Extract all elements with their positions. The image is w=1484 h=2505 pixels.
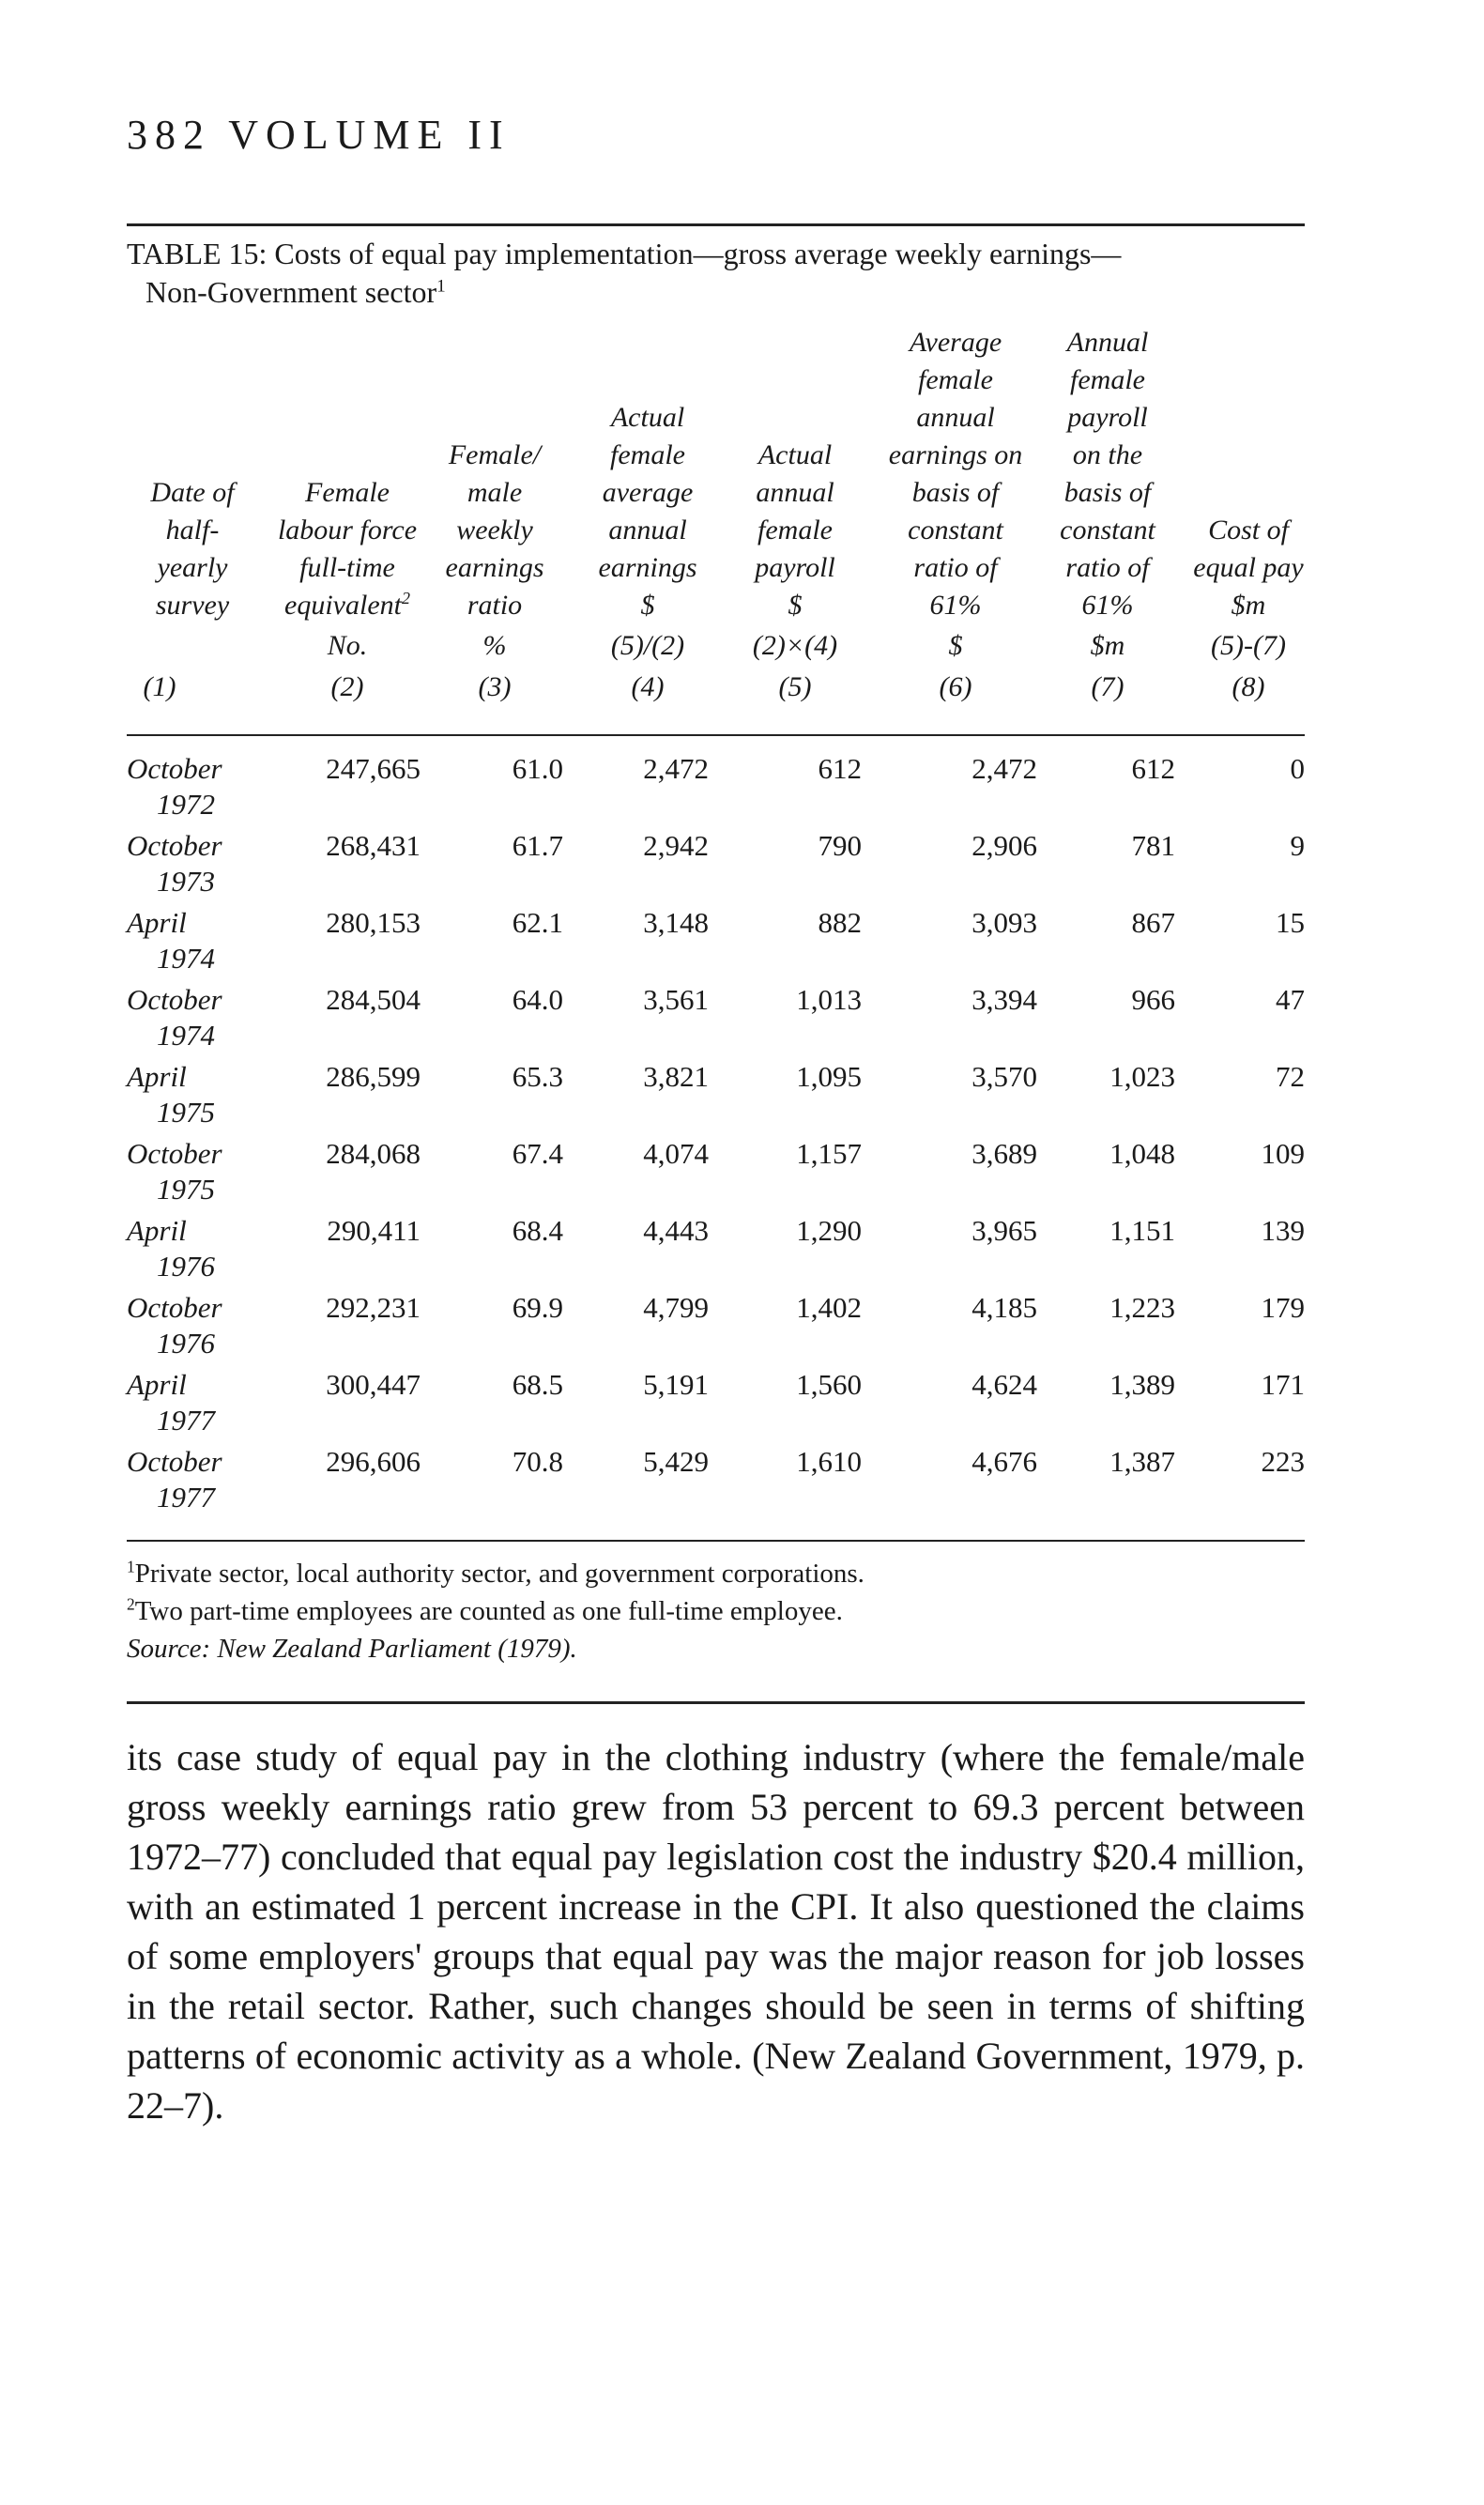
column-unit-5: (2)×(4): [752, 630, 838, 661]
cell-c8: 223: [1261, 1445, 1305, 1478]
cell-c3: 64.0: [512, 983, 563, 1016]
survey-year: 1976: [157, 1327, 215, 1360]
column-header-line: $: [788, 590, 803, 621]
column-header-line: equivalent$^2$: [284, 589, 410, 621]
body-paragraph: its case study of equal pay in the clothing industry (where the female/male gross weekly earnings ratio grew from 53 percent to 69.3 percent between 1972–77) concluded that equal pay legislation cost the industry $20.4 million, with an estimated 1 percent increase in the CPI. It also questioned the claims of some employers' groups that equal pay was the major reason for job losses in the retail sector. Rather, such changes should be seen in terms of shifting patterns of economic activity as a whole. (New Zealand Government, 1979, p. 22–7).: [127, 1736, 1305, 2127]
cell-c8: 0: [1290, 752, 1305, 785]
column-header-line: female: [1070, 364, 1145, 395]
column-header-line: on the: [1072, 439, 1143, 470]
cell-c5: 1,560: [796, 1368, 862, 1401]
cell-c2: 300,447: [326, 1368, 421, 1401]
cell-c2: 268,431: [326, 829, 421, 862]
column-header-line: female: [757, 515, 833, 546]
column-header-line: earnings on: [888, 439, 1023, 470]
caption-footnote-mark: 1: [436, 276, 446, 297]
table-row: [127, 1290, 1305, 1367]
column-header-line: ratio: [467, 590, 523, 621]
table-source: Source: New Zealand Parliament (1979).: [127, 1634, 577, 1664]
survey-date: [127, 751, 222, 822]
column-header-line: annual: [756, 477, 834, 508]
column-header-line: Female/: [448, 439, 542, 470]
cell-c4: 4,074: [643, 1137, 709, 1170]
cell-c8: 72: [1276, 1060, 1305, 1093]
survey-month: April: [127, 1368, 187, 1401]
column-header-line: earnings: [598, 552, 697, 583]
survey-month: October: [127, 1137, 222, 1170]
footnote-2: $^2$Two part-time employees are counted as one full-time employee.: [127, 1594, 843, 1626]
column-header-line: average: [602, 477, 694, 508]
column-header-3: [405, 437, 584, 624]
column-number-4: (4): [631, 671, 665, 702]
cell-c3: 68.4: [512, 1214, 563, 1247]
survey-date: [127, 982, 222, 1053]
cell-c4: 3,148: [643, 906, 709, 939]
cell-c3: 67.4: [512, 1137, 563, 1170]
column-header-line: female: [918, 364, 993, 395]
column-header-line: basis of: [1063, 477, 1152, 508]
cell-c7: 867: [1131, 906, 1175, 939]
column-header-line: basis of: [911, 477, 1000, 508]
column-header-8: [1159, 512, 1338, 624]
cell-c7: 612: [1131, 752, 1175, 785]
cell-c7: 781: [1131, 829, 1175, 862]
survey-date: [127, 1367, 215, 1438]
cell-c4: 5,429: [643, 1445, 709, 1478]
cell-c6: 3,689: [971, 1137, 1037, 1170]
cell-c6: 4,624: [971, 1368, 1037, 1401]
column-unit-4: (5)/(2): [610, 630, 685, 661]
table-caption: [127, 235, 1305, 312]
survey-year: 1975: [157, 1173, 215, 1206]
cell-c7: 1,151: [1109, 1214, 1175, 1247]
column-header-line: Actual: [757, 439, 833, 470]
survey-month: October: [127, 1291, 222, 1324]
table-row: [127, 1367, 1305, 1444]
cell-c5: 1,290: [796, 1214, 862, 1247]
notes-bottom-rule: [127, 1701, 1305, 1704]
cell-c6: 4,185: [971, 1291, 1037, 1324]
cell-c3: 61.0: [512, 752, 563, 785]
cell-c5: 1,402: [796, 1291, 862, 1324]
column-number-7: (7): [1091, 671, 1124, 702]
table-row: [127, 905, 1305, 982]
column-header-line: equal pay: [1193, 552, 1304, 583]
column-header-line: 61%: [929, 590, 982, 621]
survey-year: 1976: [157, 1250, 215, 1283]
column-number-8: (8): [1232, 671, 1265, 702]
cell-c8: 15: [1276, 906, 1305, 939]
column-header-line: ratio of: [913, 552, 998, 583]
table-bottom-rule: [127, 1540, 1305, 1542]
column-header-line: weekly: [456, 515, 533, 546]
cell-c4: 4,799: [643, 1291, 709, 1324]
survey-date: [127, 1444, 222, 1515]
survey-year: 1973: [157, 865, 215, 898]
column-header-line: constant: [908, 515, 1003, 546]
table-row: [127, 1136, 1305, 1213]
survey-month: April: [127, 906, 187, 939]
cell-c5: 1,157: [796, 1137, 862, 1170]
caption-line-2: Non-Government sector: [145, 275, 437, 309]
column-header-1: [127, 474, 258, 624]
cell-c4: 3,821: [643, 1060, 709, 1093]
cell-c2: 247,665: [326, 752, 421, 785]
cell-c7: 1,387: [1109, 1445, 1175, 1478]
column-unit-2: No.: [327, 630, 368, 661]
cell-c3: 61.7: [512, 829, 563, 862]
survey-month: October: [127, 983, 222, 1016]
cell-c2: 296,606: [326, 1445, 421, 1478]
column-header-line: earnings: [445, 552, 544, 583]
column-header-line: yearly: [157, 552, 228, 583]
cell-c7: 1,389: [1109, 1368, 1175, 1401]
cell-c5: 1,013: [796, 983, 862, 1016]
column-header-line: constant: [1060, 515, 1155, 546]
cell-c7: 1,023: [1109, 1060, 1175, 1093]
table-row: [127, 828, 1305, 905]
column-unit-7: $m: [1090, 630, 1125, 661]
column-header-line: half-: [165, 515, 220, 546]
cell-c2: 290,411: [327, 1214, 421, 1247]
column-unit-8: (5)-(7): [1211, 630, 1286, 661]
column-number-5: (5): [778, 671, 812, 702]
cell-c5: 1,095: [796, 1060, 862, 1093]
cell-c4: 3,561: [643, 983, 709, 1016]
table-row: [127, 1059, 1305, 1136]
cell-c2: 284,504: [326, 983, 421, 1016]
cell-c3: 65.3: [512, 1060, 563, 1093]
survey-date: [127, 1059, 215, 1130]
column-header-line: $m: [1231, 590, 1266, 621]
column-header-line: Cost of: [1208, 515, 1289, 546]
cell-c5: 882: [818, 906, 862, 939]
survey-month: October: [127, 829, 222, 862]
cell-c2: 286,599: [326, 1060, 421, 1093]
survey-date: [127, 1136, 222, 1207]
cell-c3: 69.9: [512, 1291, 563, 1324]
column-header-line: annual: [608, 515, 687, 546]
table-row: [127, 1213, 1305, 1290]
cell-c5: 1,610: [796, 1445, 862, 1478]
column-number-3: (3): [478, 671, 512, 702]
cell-c8: 171: [1261, 1368, 1305, 1401]
cell-c8: 179: [1261, 1291, 1305, 1324]
survey-year: 1974: [157, 942, 215, 975]
column-header-line: payroll: [1067, 402, 1148, 433]
caption-line-1: TABLE 15: Costs of equal pay implementation—gross average weekly earnings—: [127, 237, 1122, 270]
table-header-rule: [127, 734, 1305, 736]
column-header-line: female: [610, 439, 685, 470]
table-row: [127, 1444, 1305, 1521]
column-header-5: [706, 437, 884, 624]
column-header-line: ratio of: [1065, 552, 1150, 583]
cell-c4: 5,191: [643, 1368, 709, 1401]
column-header-line: Average: [909, 327, 1002, 358]
survey-year: 1975: [157, 1096, 215, 1129]
cell-c6: 3,394: [971, 983, 1037, 1016]
cell-c2: 292,231: [326, 1291, 421, 1324]
cell-c8: 139: [1261, 1214, 1305, 1247]
column-number-1: (1): [143, 671, 176, 702]
cell-c8: 47: [1276, 983, 1305, 1016]
column-header-line: Date of: [150, 477, 235, 508]
column-header-line: Actual: [610, 402, 685, 433]
cell-c4: 2,472: [643, 752, 709, 785]
survey-date: [127, 1213, 215, 1284]
survey-year: 1977: [157, 1404, 215, 1437]
survey-month: April: [127, 1214, 187, 1247]
page-header: 382 VOLUME II: [127, 112, 511, 158]
survey-date: [127, 1290, 222, 1361]
cell-c6: 3,570: [971, 1060, 1037, 1093]
table-row: [127, 751, 1305, 828]
cell-c6: 3,093: [971, 906, 1037, 939]
survey-year: 1972: [157, 788, 215, 821]
cell-c8: 109: [1261, 1137, 1305, 1170]
survey-month: April: [127, 1060, 187, 1093]
cell-c4: 4,443: [643, 1214, 709, 1247]
column-header-line: labour force: [277, 515, 418, 546]
cell-c7: 1,048: [1109, 1137, 1175, 1170]
column-header-line: Female: [305, 477, 390, 508]
survey-month: October: [127, 1445, 222, 1478]
cell-c4: 2,942: [643, 829, 709, 862]
cell-c6: 2,472: [971, 752, 1037, 785]
column-unit-6: $: [948, 630, 963, 661]
footnote-1: $^1$Private sector, local authority sector, and government corporations.: [127, 1557, 864, 1589]
column-header-line: $: [640, 590, 655, 621]
cell-c6: 2,906: [971, 829, 1037, 862]
cell-c3: 70.8: [512, 1445, 563, 1478]
column-header-line: annual: [916, 402, 995, 433]
column-header-line: 61%: [1081, 590, 1134, 621]
column-header-line: payroll: [755, 552, 835, 583]
column-header-line: male: [467, 477, 523, 508]
cell-c5: 612: [818, 752, 862, 785]
survey-year: 1977: [157, 1481, 215, 1514]
survey-year: 1974: [157, 1019, 215, 1052]
table-top-rule: [127, 223, 1305, 226]
cell-c7: 966: [1131, 983, 1175, 1016]
survey-date: [127, 828, 222, 899]
cell-c7: 1,223: [1109, 1291, 1175, 1324]
cell-c6: 4,676: [971, 1445, 1037, 1478]
survey-month: October: [127, 752, 222, 785]
table-notes: [127, 1555, 1305, 1667]
table-row: [127, 982, 1305, 1059]
column-header-line: full-time: [299, 552, 395, 583]
cell-c2: 280,153: [326, 906, 421, 939]
column-number-6: (6): [939, 671, 972, 702]
cell-c5: 790: [818, 829, 862, 862]
survey-date: [127, 905, 215, 976]
cell-c3: 62.1: [512, 906, 563, 939]
column-header-line: Annual: [1066, 327, 1149, 358]
column-number-2: (2): [330, 671, 364, 702]
column-unit-3: %: [482, 630, 507, 661]
column-header-line: survey: [155, 590, 230, 621]
cell-c6: 3,965: [971, 1214, 1037, 1247]
cell-c8: 9: [1290, 829, 1305, 862]
cell-c3: 68.5: [512, 1368, 563, 1401]
cell-c2: 284,068: [326, 1137, 421, 1170]
